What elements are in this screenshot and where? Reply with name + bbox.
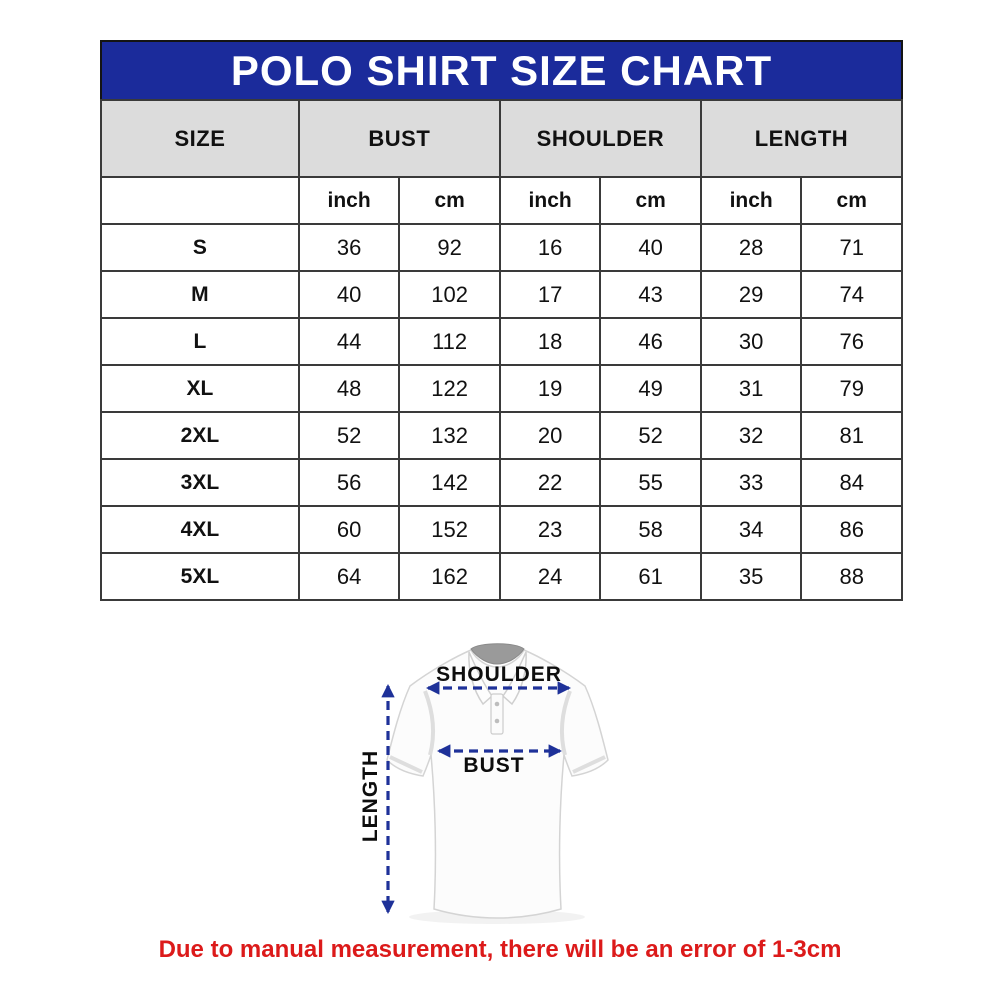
cell-value: 40 [299,271,400,318]
cell-value: 84 [801,459,902,506]
unit-header-row [101,177,902,224]
cell-value: 29 [701,271,802,318]
cell-value: 30 [701,318,802,365]
cell-value: 40 [600,224,701,271]
size-label: L [101,318,299,365]
cell-value: 162 [399,553,500,600]
table-row [101,459,902,506]
cell-value: 24 [500,553,601,600]
cell-value: 43 [600,271,701,318]
cell-value: 48 [299,365,400,412]
cell-value: 31 [701,365,802,412]
length-label: LENGTH [359,749,382,843]
button-placket [491,694,503,734]
unit-header-bust-cm: cm [399,177,500,224]
cell-value: 52 [299,412,400,459]
table-row [101,365,902,412]
column-header-bust: BUST [299,100,500,177]
size-label: 2XL [101,412,299,459]
cell-value: 142 [399,459,500,506]
measurement-error-note: Due to manual measurement, there will be an error of 1-3cm [158,936,842,963]
cell-value: 92 [399,224,500,271]
table-row [101,506,902,553]
cell-value: 86 [801,506,902,553]
size-chart [100,40,903,601]
size-label: M [101,271,299,318]
size-label: XL [101,365,299,412]
unit-header-shoulder-cm: cm [600,177,701,224]
cell-value: 60 [299,506,400,553]
cell-value: 44 [299,318,400,365]
size-table [100,99,903,601]
cell-value: 52 [600,412,701,459]
unit-header-length-cm: cm [801,177,902,224]
cell-value: 132 [399,412,500,459]
shoulder-label: SHOULDER [436,663,562,686]
placket-button [495,719,500,724]
cell-value: 61 [600,553,701,600]
cell-value: 152 [399,506,500,553]
cell-value: 28 [701,224,802,271]
cell-value: 33 [701,459,802,506]
table-row [101,412,902,459]
cell-value: 55 [600,459,701,506]
table-row [101,271,902,318]
group-header-row [101,100,902,177]
cell-value: 112 [399,318,500,365]
size-label: 4XL [101,506,299,553]
polo-shirt-body [387,650,608,918]
size-label: 5XL [101,553,299,600]
cell-value: 88 [801,553,902,600]
polo-shirt-measurement-diagram [330,628,690,960]
cell-value: 81 [801,412,902,459]
cell-value: 71 [801,224,902,271]
column-header-shoulder: SHOULDER [500,100,701,177]
table-row [101,224,902,271]
cell-value: 35 [701,553,802,600]
cell-value: 32 [701,412,802,459]
cell-value: 19 [500,365,601,412]
unit-cell-empty [101,177,299,224]
cell-value: 23 [500,506,601,553]
size-label: S [101,224,299,271]
cell-value: 36 [299,224,400,271]
cell-value: 76 [801,318,902,365]
chart-title: POLO SHIRT SIZE CHART [230,46,773,94]
cell-value: 56 [299,459,400,506]
cell-value: 16 [500,224,601,271]
cell-value: 58 [600,506,701,553]
bust-label: BUST [463,754,525,777]
cell-value: 49 [600,365,701,412]
cell-value: 64 [299,553,400,600]
table-row [101,318,902,365]
table-row [101,553,902,600]
cell-value: 20 [500,412,601,459]
cell-value: 34 [701,506,802,553]
cell-value: 74 [801,271,902,318]
size-label: 3XL [101,459,299,506]
unit-header-bust-inch: inch [299,177,400,224]
chart-title-bar [100,40,903,101]
placket-button [495,702,500,707]
cell-value: 17 [500,271,601,318]
unit-header-shoulder-inch: inch [500,177,601,224]
cell-value: 102 [399,271,500,318]
cell-value: 122 [399,365,500,412]
column-header-length: LENGTH [701,100,902,177]
cell-value: 46 [600,318,701,365]
column-header-size: SIZE [101,100,299,177]
cell-value: 18 [500,318,601,365]
cell-value: 79 [801,365,902,412]
cell-value: 22 [500,459,601,506]
unit-header-length-inch: inch [701,177,802,224]
